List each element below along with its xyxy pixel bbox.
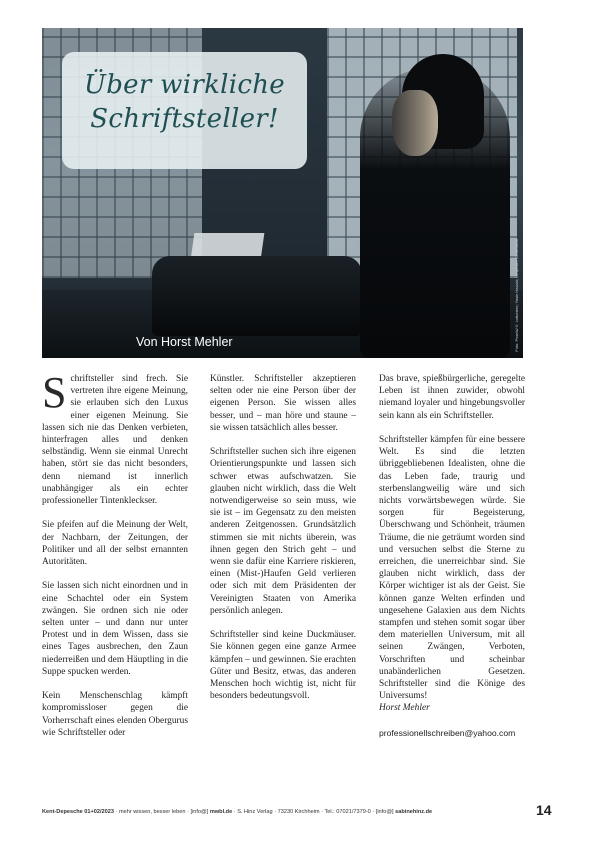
paragraph-text: chriftsteller sind frech. Sie vertreten ihre eigene Meinung, sie erlauben sich den Luxus einer eigenen Meinung. Sie lassen sich nie das Denken verbieten, hinterfragen alles und denken selbständig. Wenn sie einmal Unrecht haben, stört sie das nicht besonders, denn niemand ist innerlich unabhängiger als ein echter professioneller Tintenkleckser.	[42, 374, 188, 507]
article-title	[62, 52, 307, 136]
typewriter	[152, 256, 362, 336]
paragraph: Kein Menschenschlag kämpft kompromissloser gegen die Vorherrschaft eines elenden Obergurus wie Schriftsteller oder	[42, 691, 188, 738]
paragraph: Das brave, spießbürgerliche, geregelte Leben ist ihnen zuwider, obwohl niemand loyaler und hingebungsvoller sein kann als ein Schriftsteller.	[379, 374, 525, 421]
footer-slogan: · mehr wissen, besser leben · [info@]	[113, 809, 210, 815]
text-column-2	[210, 373, 356, 715]
photo-credit: Foto: Pexels/© cottonbro; Yasin Hasani; Unsplash; CC0/iStock	[514, 239, 519, 352]
drop-cap: S	[42, 368, 67, 417]
author-signature: Horst Mehler	[379, 703, 430, 714]
woman-face	[392, 90, 438, 156]
page-footer	[42, 809, 522, 815]
text-column-3	[379, 373, 525, 751]
title-box	[62, 52, 307, 169]
paragraph: Künstler. Schriftsteller akzeptieren selten oder nie eine Person über der eigenen Person. Sie wissen alles besser, und – man höre und staune – sie wissen tatsächlich alles besser.	[210, 374, 356, 433]
paragraph: Schriftsteller sind keine Duckmäuser. Sie können gegen eine ganze Armee kämpfen – und gewinnen. Sie erachten Güter und Besitz, etwas, das anderen Menschen hoch wichtig ist, nicht für besonders bedeutungsvoll.	[210, 630, 356, 702]
footer-link-mwbl[interactable]: mwbl.de	[209, 809, 233, 815]
paragraph: Sie pfeifen auf die Meinung der Welt, der Nachbarn, der Zeitungen, der Politiker und all der selbst ernannten Autoritäten.	[42, 520, 188, 568]
page-number: 14	[536, 802, 552, 818]
paragraph: Schriftsteller suchen sich ihre eigenen Orientierungspunkte und lassen sich schwer etwas aufschwatzen. Sie glauben nicht wirklich, dass die Welt notwendigerweise so sein muss, wie sie ist – im Gegensatz zu den meisten anderen Zeitgenossen. Grundsätzlich stimmen sie mit nichts überein, was ihnen gegen den Strich geht – und wenn sie dafür eine Karriere riskieren, einen (Mist-)Haufen Geld verlieren oder sich mit dem Präsidenten der Vereinigten Staaten von Amerika persönlich anlegen.	[210, 447, 356, 616]
footer-publication: Kent-Depesche 01+02/2023	[42, 809, 114, 815]
title-line-1: Über wirkliche	[84, 70, 285, 100]
title-line-2: Schriftsteller!	[90, 104, 279, 134]
footer-link-sabinehinz[interactable]: sabinehinz.de	[395, 809, 433, 815]
paragraph: Schriftsteller kämpfen für eine bessere Welt. Es sind die letzten übriggebliebenen Idealisten, ohne die das Leben fade, traurig und sterbenslangweilig wäre und sich nichts vorwärtsbewegen würde. Sie sorgen für Begeisterung, Überschwang und Schönheit, träumen Träume, die nie geträumt worden sind und versuchen selbst die Sterne zu erreichen, die unerreichbar sind. Sie glauben nicht wirklich, dass der Körper wichtiger ist als der Geist. Sie können ganze Welten erfinden und ungesehene Galaxien aus dem Nichts stampfen und stehen somit sogar über dem materiellen Universum, mit all seinen Zwängen, Verboten, Vorschriften und scheinbar unabänderlichen Gesetzen. Schriftsteller sind die Könige des Universums!	[379, 435, 525, 702]
footer-publisher: · S. Hinz Verlag · 73230 Kirchheim · Tel.: 07021/7379-0 · [info@]	[232, 809, 396, 815]
author-email-link[interactable]: professionellschreiben@yahoo.com	[379, 727, 516, 738]
author-byline: Von Horst Mehler	[136, 335, 233, 349]
paragraph: Sie lassen sich nicht einordnen und in eine Schachtel oder ein System zwängen. Sie ordnen sich nie oder selten unter – und dann nur unter Protest und in dem Wissen, dass sie eines Tages ausbrechen, den Zaun niederreißen und dem Häuptling in die Suppe spucken werden.	[42, 581, 188, 677]
header-photo	[42, 28, 523, 358]
paragraph	[42, 368, 188, 507]
text-column-1	[42, 368, 188, 751]
